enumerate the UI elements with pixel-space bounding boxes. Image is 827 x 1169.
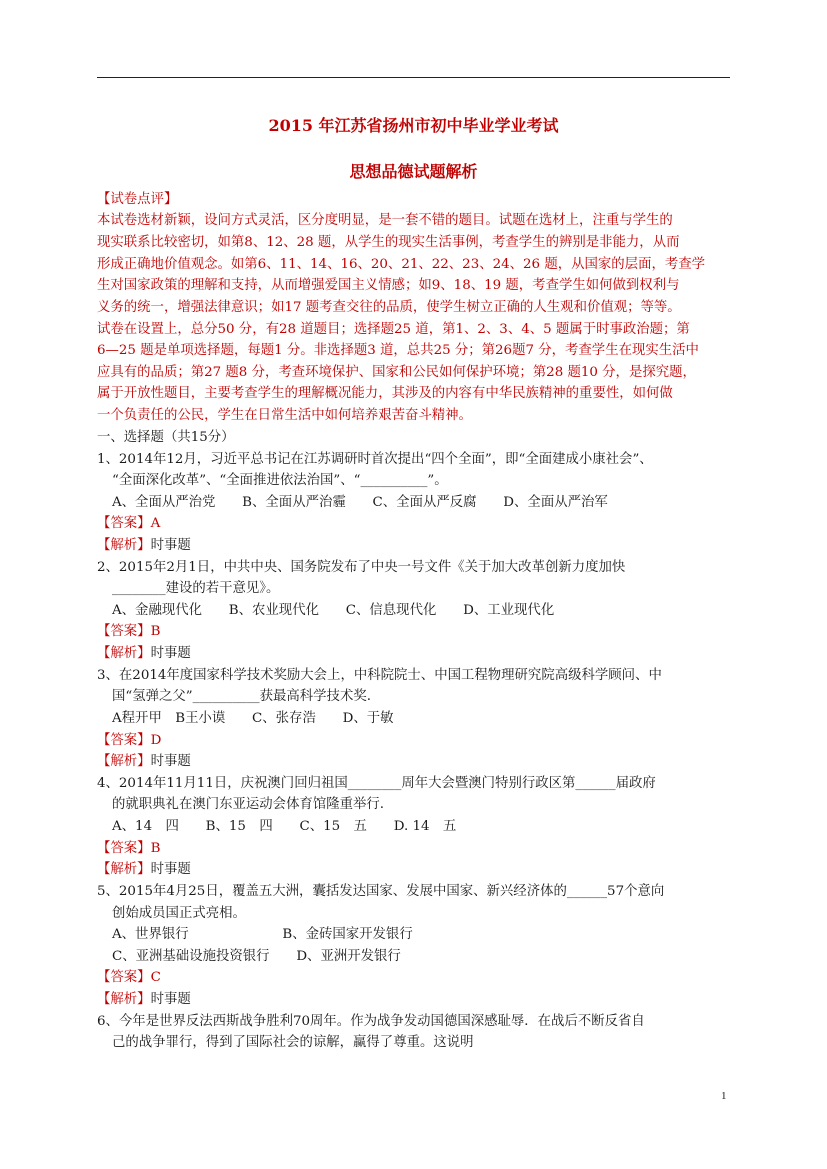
analysis-label: 【解析】	[97, 992, 151, 1007]
analysis-value: 时事题	[150, 754, 191, 769]
analysis-label: 【解析】	[97, 862, 151, 877]
question-stem: 国“氢弹之父”__________获最高科学技术奖.	[112, 689, 371, 704]
question-options: A、世界银行 B、金砖国家开发银行	[112, 927, 413, 942]
question-stem: 4、2014年11月11日，庆祝澳门回归祖国________周年大会暨澳门特别行政区第______届政府	[97, 776, 656, 791]
question-options: C、亚洲基础设施投资银行 D、亚洲开发银行	[112, 949, 401, 964]
analysis-line	[97, 644, 191, 664]
question-stem: 5、2015年4月25日，覆盖五大洲，囊括发达国家、发展中国家、新兴经济体的______57个意向	[97, 884, 665, 899]
answer-label: 【答案】	[97, 970, 151, 985]
analysis-line	[97, 860, 191, 880]
question-stem: 1、2014年12月，习近平总书记在江苏调研时首次提出“四个全面”，即“全面建成小康社会”、	[97, 452, 653, 467]
review-line: 6—25 题是单项选择题，每题1 分。非选择题3 道，总共25 分；第26题7 分，考查学生在现实生活中	[97, 343, 699, 358]
question-options: A、14 四 B、15 四 C、15 五 D. 14 五	[112, 819, 457, 834]
question-options: A程开甲 B王小谟 C、张存浩 D、于敏	[112, 711, 394, 726]
answer-label: 【答案】	[97, 624, 151, 639]
review-line: 义务的统一，增强法律意识；如17 题考查交往的品质，使学生树立正确的人生观和价值观；等等。	[97, 300, 681, 315]
page-subtitle: 思想品德试题解析	[349, 162, 478, 181]
review-line: 本试卷选材新颖，设问方式灵活，区分度明显，是一套不错的题目。试题在选材上，注重与学生的	[97, 213, 673, 228]
question-stem: 6、今年是世界反法西斯战争胜利70周年。作为战争发动国德国深感耻辱．在战后不断反省自	[97, 1014, 645, 1029]
answer-label: 【答案】	[97, 516, 151, 531]
page-number: 1	[721, 1090, 727, 1102]
question-stem: 己的战争罪行，得到了国际社会的谅解，赢得了尊重。这说明	[112, 1035, 474, 1050]
answer-value: D	[150, 733, 162, 748]
question-stem: 创始成员国正式亮相。	[112, 906, 246, 921]
header-rule	[97, 77, 730, 78]
answer-line	[97, 731, 161, 751]
review-line: 属于开放性题目，主要考查学生的理解概况能力，其涉及的内容有中华民族精神的重要性，如何做	[97, 386, 673, 401]
analysis-label: 【解析】	[97, 754, 151, 769]
page-title: 2015 年江苏省扬州市初中毕业学业考试	[268, 116, 559, 135]
question-stem: 的就职典礼在澳门东亚运动会体育馆隆重举行.	[112, 797, 385, 812]
analysis-value: 时事题	[150, 862, 191, 877]
section-heading: 一、选择题（共15分）	[97, 430, 235, 445]
review-line: 试卷在设置上，总分50 分，有28 道题目；选择题25 道，第1、2、3、4、5 题属于时事政治题；第	[97, 322, 690, 337]
question-stem: ________建设的若干意见》。	[112, 581, 280, 596]
review-line: 一个负责任的公民，学生在日常生活中如何培养艰苦奋斗精神。	[97, 408, 472, 423]
analysis-label: 【解析】	[97, 646, 151, 661]
answer-line	[97, 622, 160, 642]
answer-line	[97, 839, 160, 859]
analysis-value: 时事题	[150, 992, 191, 1007]
answer-value: B	[150, 624, 161, 639]
analysis-value: 时事题	[150, 538, 191, 553]
answer-value: B	[150, 841, 161, 856]
answer-label: 【答案】	[97, 733, 151, 748]
answer-label: 【答案】	[97, 841, 151, 856]
review-line: 应具有的品质；第27 题8 分，考查环境保护、国家和公民如何保护环境；第28 题10 分，是探究题，	[97, 365, 696, 380]
question-options: A、金融现代化 B、农业现代化 C、信息现代化 D、工业现代化	[112, 603, 555, 618]
answer-line	[97, 514, 160, 534]
analysis-line	[97, 752, 191, 772]
review-heading: 【试卷点评】	[97, 192, 178, 207]
analysis-label: 【解析】	[97, 538, 151, 553]
answer-value: A	[150, 516, 161, 531]
review-line: 生对国家政策的理解和支持，从而增强爱国主义情感；如9、18、19 题，考查学生如何做到权利与	[97, 278, 680, 293]
question-stem: 3、在2014年度国家科学技术奖励大会上，中科院院士、中国工程物理研究院高级科学顾问、中	[97, 668, 662, 683]
question-options: A、全面从严治党 B、全面从严治霾 C、全面从严反腐 D、全面从严治军	[112, 495, 608, 510]
review-line: 形成正确地价值观念。如第6、11、14、16、20、21、22、23、24、26 题，从国家的层面，考查学	[97, 257, 706, 272]
review-line: 现实联系比较密切，如第8、12、28 题，从学生的现实生活事例，考查学生的辨别是非能力，从而	[97, 235, 680, 250]
answer-value: C	[150, 970, 161, 985]
answer-line	[97, 968, 161, 988]
analysis-line	[97, 990, 191, 1010]
analysis-value: 时事题	[150, 646, 191, 661]
analysis-line	[97, 536, 191, 556]
question-stem: 2、2015年2月1日，中共中央、国务院发布了中央一号文件《关于加大改革创新力度加快	[97, 560, 626, 575]
question-stem: “全面深化改革”、“全面推进依法治国”、“__________”。	[112, 473, 448, 488]
